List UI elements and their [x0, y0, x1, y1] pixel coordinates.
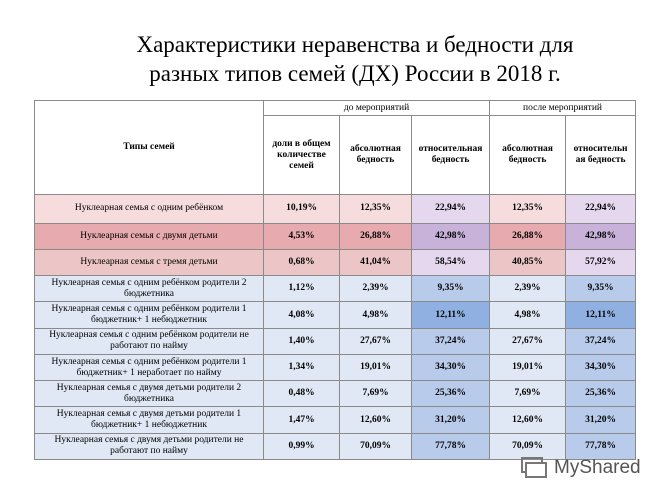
cell-rel-poverty-after: 42,98% — [566, 223, 636, 249]
cell-share: 0,99% — [264, 433, 340, 459]
row-label: Нуклеарная семья с одним ребёнком — [35, 195, 264, 223]
cell-abs-poverty-before: 41,04% — [340, 249, 412, 275]
cell-abs-poverty-after: 27,67% — [490, 328, 566, 354]
row-label: Нуклеарная семья с одним ребёнком родители не работают по найму — [35, 328, 264, 354]
cell-abs-poverty-after: 12,60% — [490, 407, 566, 433]
table-row — [35, 302, 636, 328]
cell-rel-poverty-after: 37,24% — [566, 328, 636, 354]
row-label: Нуклеарная семья с двумя детьми родители 1 бюджетник+ 1 небюджетник — [35, 407, 264, 433]
cell-abs-poverty-before: 19,01% — [340, 354, 412, 380]
cell-share: 1,40% — [264, 328, 340, 354]
cell-abs-poverty-before: 12,60% — [340, 407, 412, 433]
row-label: Нуклеарная семья с одним ребёнком родители 1 бюджетник+ 1 неработает по найму — [35, 354, 264, 380]
cell-share: 10,19% — [264, 195, 340, 223]
row-label: Нуклеарная семья с одним ребёнком родители 2 бюджетника — [35, 276, 264, 302]
slide-title — [60, 30, 650, 88]
cell-rel-poverty-before: 37,24% — [412, 328, 490, 354]
cell-abs-poverty-before: 2,39% — [340, 276, 412, 302]
header-abs-poverty-before: абсолютная бедность — [340, 116, 412, 195]
table-row — [35, 249, 636, 275]
cell-share: 1,47% — [264, 407, 340, 433]
cell-rel-poverty-before: 77,78% — [412, 433, 490, 459]
table-body — [35, 195, 636, 460]
cell-rel-poverty-after: 31,20% — [566, 407, 636, 433]
watermark-text: MyShared — [554, 457, 641, 478]
cell-rel-poverty-before: 34,30% — [412, 354, 490, 380]
header-family-types: Типы семей — [35, 101, 264, 195]
cell-rel-poverty-after: 22,94% — [566, 195, 636, 223]
cell-abs-poverty-after: 2,39% — [490, 276, 566, 302]
cell-abs-poverty-before: 7,69% — [340, 381, 412, 407]
myshared-logo-icon — [520, 455, 550, 481]
header-abs-poverty-after: абсолютная бедность — [490, 116, 566, 195]
cell-abs-poverty-after: 12,35% — [490, 195, 566, 223]
cell-abs-poverty-after: 26,88% — [490, 223, 566, 249]
cell-share: 1,34% — [264, 354, 340, 380]
cell-rel-poverty-after: 9,35% — [566, 276, 636, 302]
row-label: Нуклеарная семья с двумя детьми родители не работают по найму — [35, 433, 264, 459]
cell-rel-poverty-before: 31,20% — [412, 407, 490, 433]
header-before-measures: до мероприятий — [264, 101, 490, 116]
table-row — [35, 195, 636, 223]
row-label: Нуклеарная семья с одним ребёнком родители 1 бюджетник+ 1 небюджетник — [35, 302, 264, 328]
table-row — [35, 276, 636, 302]
cell-abs-poverty-before: 27,67% — [340, 328, 412, 354]
cell-rel-poverty-before: 25,36% — [412, 381, 490, 407]
cell-abs-poverty-before: 70,09% — [340, 433, 412, 459]
cell-share: 0,48% — [264, 381, 340, 407]
cell-rel-poverty-before: 22,94% — [412, 195, 490, 223]
cell-rel-poverty-before: 9,35% — [412, 276, 490, 302]
cell-rel-poverty-after: 77,78% — [566, 433, 636, 459]
cell-abs-poverty-after: 40,85% — [490, 249, 566, 275]
table-row — [35, 407, 636, 433]
poverty-table — [34, 100, 636, 460]
cell-rel-poverty-before: 42,98% — [412, 223, 490, 249]
cell-abs-poverty-before: 12,35% — [340, 195, 412, 223]
header-share: доли в общем количестве семей — [264, 116, 340, 195]
cell-rel-poverty-after: 25,36% — [566, 381, 636, 407]
title-line-1: Характеристики неравенства и бедности для — [136, 32, 574, 57]
row-label: Нуклеарная семья с тремя детьми — [35, 249, 264, 275]
table-row — [35, 328, 636, 354]
table-row — [35, 354, 636, 380]
cell-abs-poverty-after: 4,98% — [490, 302, 566, 328]
row-label: Нуклеарная семья с двумя детьми — [35, 223, 264, 249]
cell-rel-poverty-after: 12,11% — [566, 302, 636, 328]
table-row — [35, 381, 636, 407]
title-line-2: разных типов семей (ДХ) России в 2018 г. — [149, 61, 561, 86]
header-rel-poverty-before: относительная бедность — [412, 116, 490, 195]
cell-rel-poverty-after: 34,30% — [566, 354, 636, 380]
table-row — [35, 223, 636, 249]
cell-rel-poverty-before: 58,54% — [412, 249, 490, 275]
cell-abs-poverty-after: 7,69% — [490, 381, 566, 407]
watermark — [520, 455, 660, 485]
cell-share: 4,53% — [264, 223, 340, 249]
cell-share: 0,68% — [264, 249, 340, 275]
cell-abs-poverty-after: 70,09% — [490, 433, 566, 459]
header-rel-poverty-after: относительн ая бедность — [566, 116, 636, 195]
cell-abs-poverty-before: 4,98% — [340, 302, 412, 328]
header-after-measures: после мероприятий — [490, 101, 636, 116]
row-label: Нуклеарная семья с двумя детьми родители 2 бюджетника — [35, 381, 264, 407]
cell-abs-poverty-before: 26,88% — [340, 223, 412, 249]
cell-share: 1,12% — [264, 276, 340, 302]
cell-rel-poverty-before: 12,11% — [412, 302, 490, 328]
cell-abs-poverty-after: 19,01% — [490, 354, 566, 380]
cell-share: 4,08% — [264, 302, 340, 328]
cell-rel-poverty-after: 57,92% — [566, 249, 636, 275]
